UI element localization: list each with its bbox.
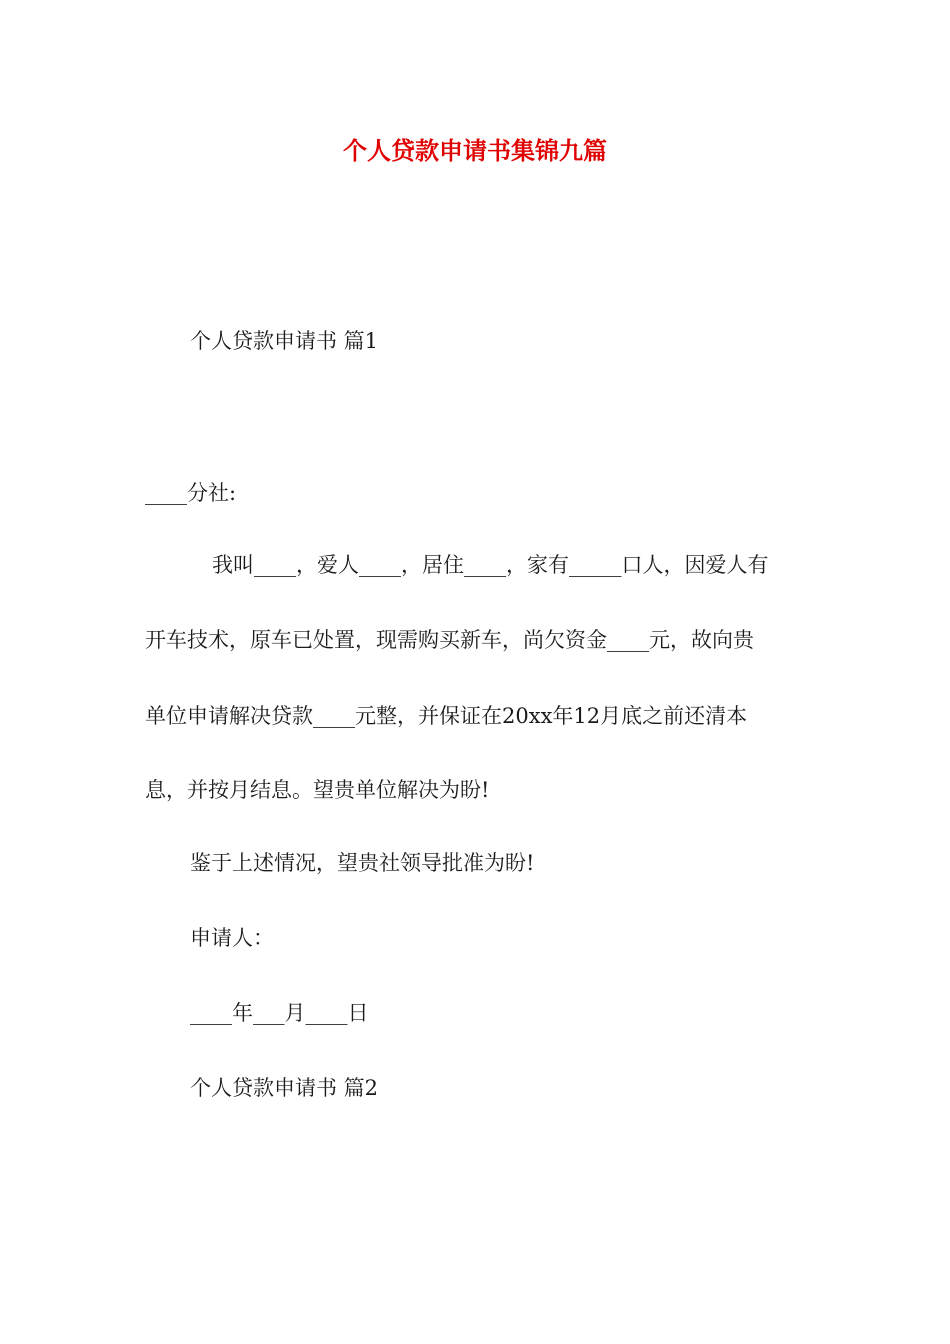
date-line: ____年___月____日 (190, 1001, 369, 1025)
addressee-line: ____分社: (145, 481, 237, 505)
closing-line: 鉴于上述情况，望贵社领导批准为盼! (190, 851, 535, 875)
paragraph-line: 我叫____，爱人____，居住____，家有_____口人，因爱人有 (212, 553, 769, 577)
applicant-label: 申请人： (190, 926, 274, 950)
section-heading-2: 个人贷款申请书 篇2 (190, 1076, 379, 1100)
section-heading-1: 个人贷款申请书 篇1 (190, 329, 379, 353)
paragraph-line: 单位申请解决贷款____元整，并保证在20xx年12月底之前还清本 (145, 704, 748, 728)
document-title: 个人贷款申请书集锦九篇 (343, 137, 607, 165)
paragraph-line: 开车技术，原车已处置，现需购买新车，尚欠资金____元，故向贵 (145, 628, 754, 652)
paragraph-line: 息，并按月结息。望贵单位解决为盼! (145, 778, 490, 802)
